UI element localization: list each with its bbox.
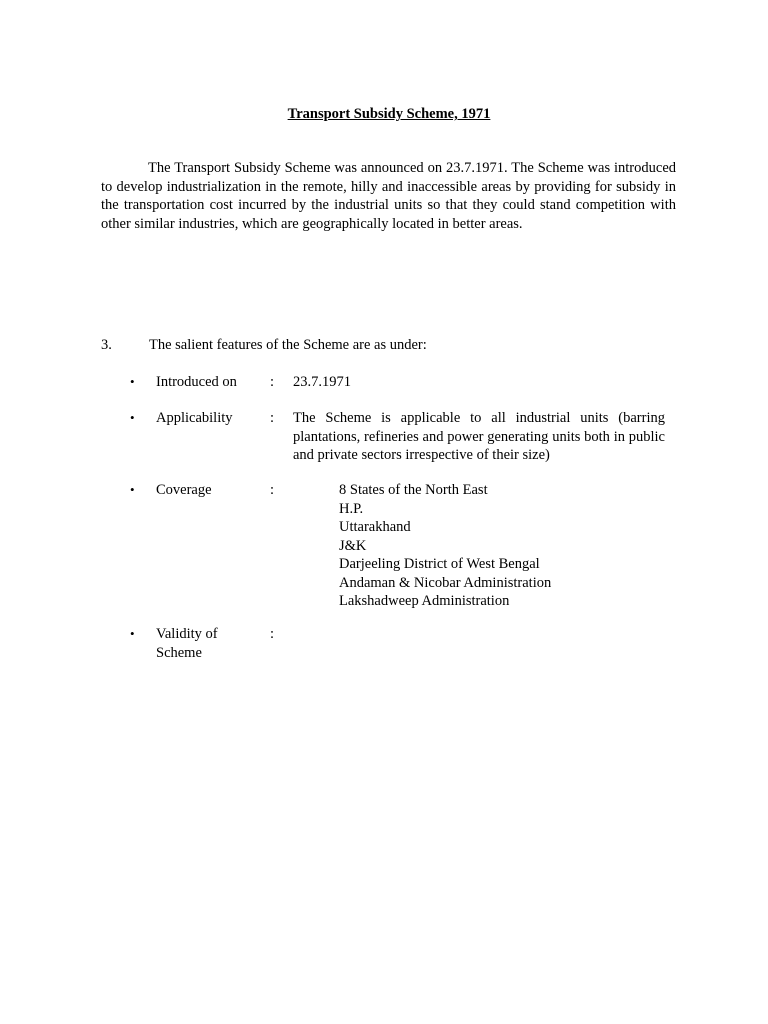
bullet-icon: • xyxy=(130,410,135,425)
feature-label-line: Validity of xyxy=(156,626,218,642)
coverage-item: Andaman & Nicobar Administration xyxy=(339,574,552,591)
coverage-item: Darjeeling District of West Bengal xyxy=(339,556,540,572)
feature-separator: : xyxy=(270,374,275,390)
feature-label-line: Scheme xyxy=(156,644,202,661)
feature-value: The Scheme is applicable to all industrial units (barring plantations, refineries and power generating units both in public and private sectors irrespective of their size) xyxy=(293,410,665,463)
feature-label: Applicability xyxy=(156,410,233,426)
intro-paragraph: The Transport Subsidy Scheme was announced on 23.7.1971. The Scheme was introduced to develop industrialization in the remote, hilly and inaccessible areas by providing for subsidy in the transportation cost incurred by the industrial units so that they could stand competition with other similar industries, which are geographically located in better areas. xyxy=(101,160,676,232)
feature-label: Introduced on xyxy=(156,374,237,390)
feature-value: 23.7.1971 xyxy=(293,374,351,390)
coverage-item: Uttarakhand xyxy=(339,519,411,535)
document-title: Transport Subsidy Scheme, 1971 xyxy=(287,106,491,122)
coverage-item: 8 States of the North East xyxy=(339,482,488,498)
feature-separator: : xyxy=(270,626,275,642)
bullet-icon: • xyxy=(130,482,135,497)
coverage-list xyxy=(339,481,551,611)
coverage-item: H.P. xyxy=(339,500,364,517)
feature-label: Coverage xyxy=(156,482,212,498)
feature-separator: : xyxy=(270,410,275,426)
feature-label xyxy=(156,625,266,662)
coverage-item: J&K xyxy=(339,537,367,554)
coverage-item: Lakshadweep Administration xyxy=(339,593,510,609)
bullet-icon: • xyxy=(130,626,135,641)
feature-separator: : xyxy=(270,482,275,498)
section-heading-text: The salient features of the Scheme are as under: xyxy=(149,337,427,353)
section-number: 3. xyxy=(101,337,112,353)
bullet-icon: • xyxy=(130,374,135,389)
